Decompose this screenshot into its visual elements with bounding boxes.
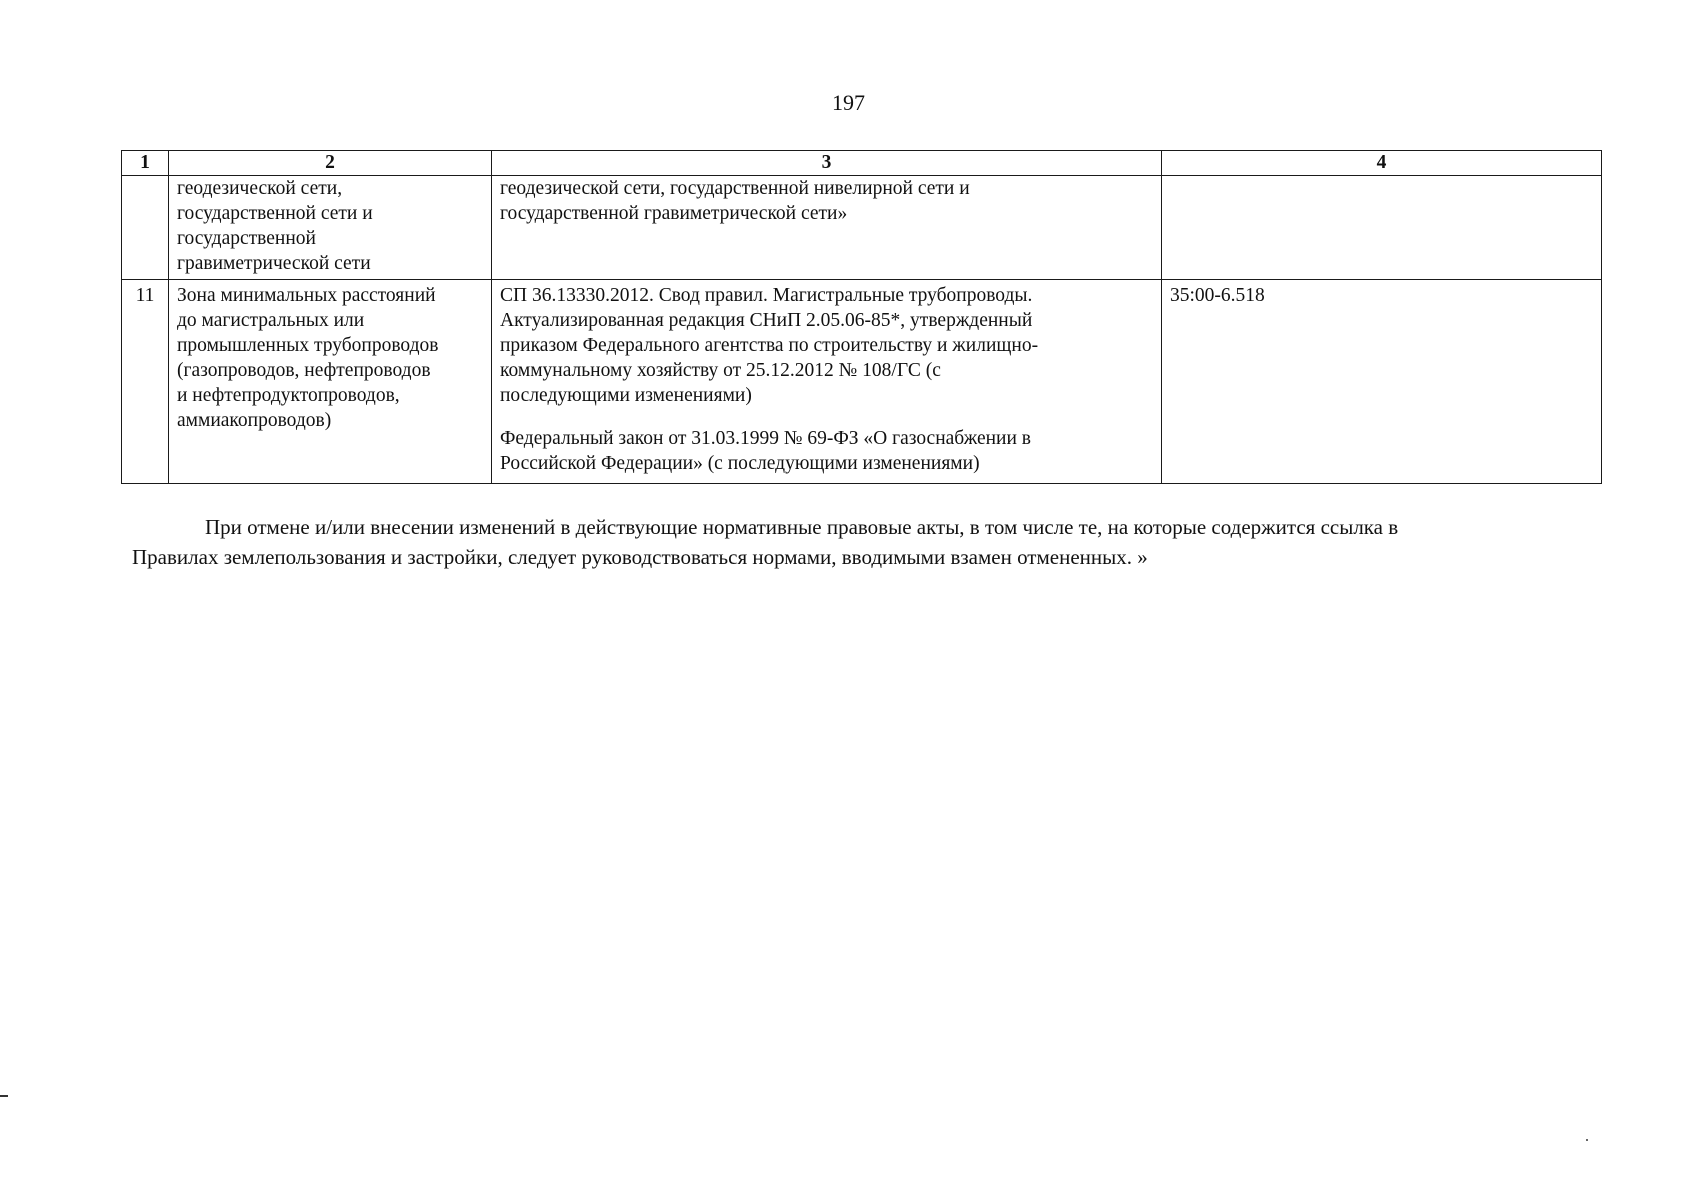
table-header-row	[122, 151, 1602, 176]
zone-name-line: государственной сети и	[177, 203, 373, 224]
zone-name-line: (газопроводов, нефтепроводов	[177, 360, 431, 381]
legal-basis-cell	[492, 176, 1162, 280]
column-header-1: 1	[122, 151, 169, 176]
footer-note-line: При отмене и/или внесении изменений в действующие нормативные правовые акты, в том числе те, на которые содержится ссылка в	[205, 515, 1399, 539]
legal-basis-line: Российской Федерации» (с последующими изменениями)	[500, 453, 980, 474]
legal-basis-line: последующими изменениями)	[500, 385, 752, 406]
legal-basis-line: государственной гравиметрической сети»	[500, 203, 848, 224]
scan-edge-mark	[0, 1095, 8, 1097]
legal-basis-line: коммунальному хозяйству от 25.12.2012 № 108/ГС (с	[500, 360, 941, 381]
legal-basis-line: Федеральный закон от 31.03.1999 № 69-ФЗ «О газоснабжении в	[500, 428, 1031, 449]
legal-basis-line: Актуализированная редакция СНиП 2.05.06-85*, утвержденный	[500, 310, 1033, 331]
legal-basis-line: геодезической сети, государственной нивелирной сети и	[500, 178, 970, 199]
zone-name-cell	[169, 176, 492, 280]
zone-name-line: и нефтепродуктопроводов,	[177, 385, 400, 406]
page-number: 197	[832, 90, 865, 115]
footer-note-line: Правилах землепользования и застройки, следует руководствоваться нормами, вводимыми взамен отмененных. »	[132, 545, 1148, 569]
registry-number-cell: 35:00-6.518	[1162, 280, 1602, 484]
zone-name-line: государственной	[177, 228, 316, 249]
zone-name-line: гравиметрической сети	[177, 253, 371, 274]
zone-name-line: геодезической сети,	[177, 178, 343, 199]
zone-name-line: промышленных трубопроводов	[177, 335, 439, 356]
scan-dot-mark	[1586, 1139, 1588, 1141]
legal-basis-paragraph	[500, 426, 1153, 476]
column-header-3: 3	[492, 151, 1162, 176]
zone-name-line: аммиакопроводов)	[177, 410, 332, 431]
footer-note	[132, 512, 1600, 572]
legal-basis-paragraph	[500, 176, 1153, 226]
regulation-table	[121, 150, 1602, 484]
legal-basis-cell	[492, 280, 1162, 484]
zone-name-cell	[169, 280, 492, 484]
row-number: 11	[122, 280, 169, 484]
column-header-4: 4	[1162, 151, 1602, 176]
legal-basis-paragraph	[500, 283, 1153, 408]
table-row	[122, 176, 1602, 280]
legal-basis-line: СП 36.13330.2012. Свод правил. Магистральные трубопроводы.	[500, 285, 1033, 306]
zone-name-line: до магистральных или	[177, 310, 365, 331]
table-row	[122, 280, 1602, 484]
column-header-2: 2	[169, 151, 492, 176]
legal-basis-line: приказом Федерального агентства по строительству и жилищно-	[500, 335, 1039, 356]
row-number	[122, 176, 169, 280]
registry-number-cell	[1162, 176, 1602, 280]
zone-name-line: Зона минимальных расстояний	[177, 285, 436, 306]
